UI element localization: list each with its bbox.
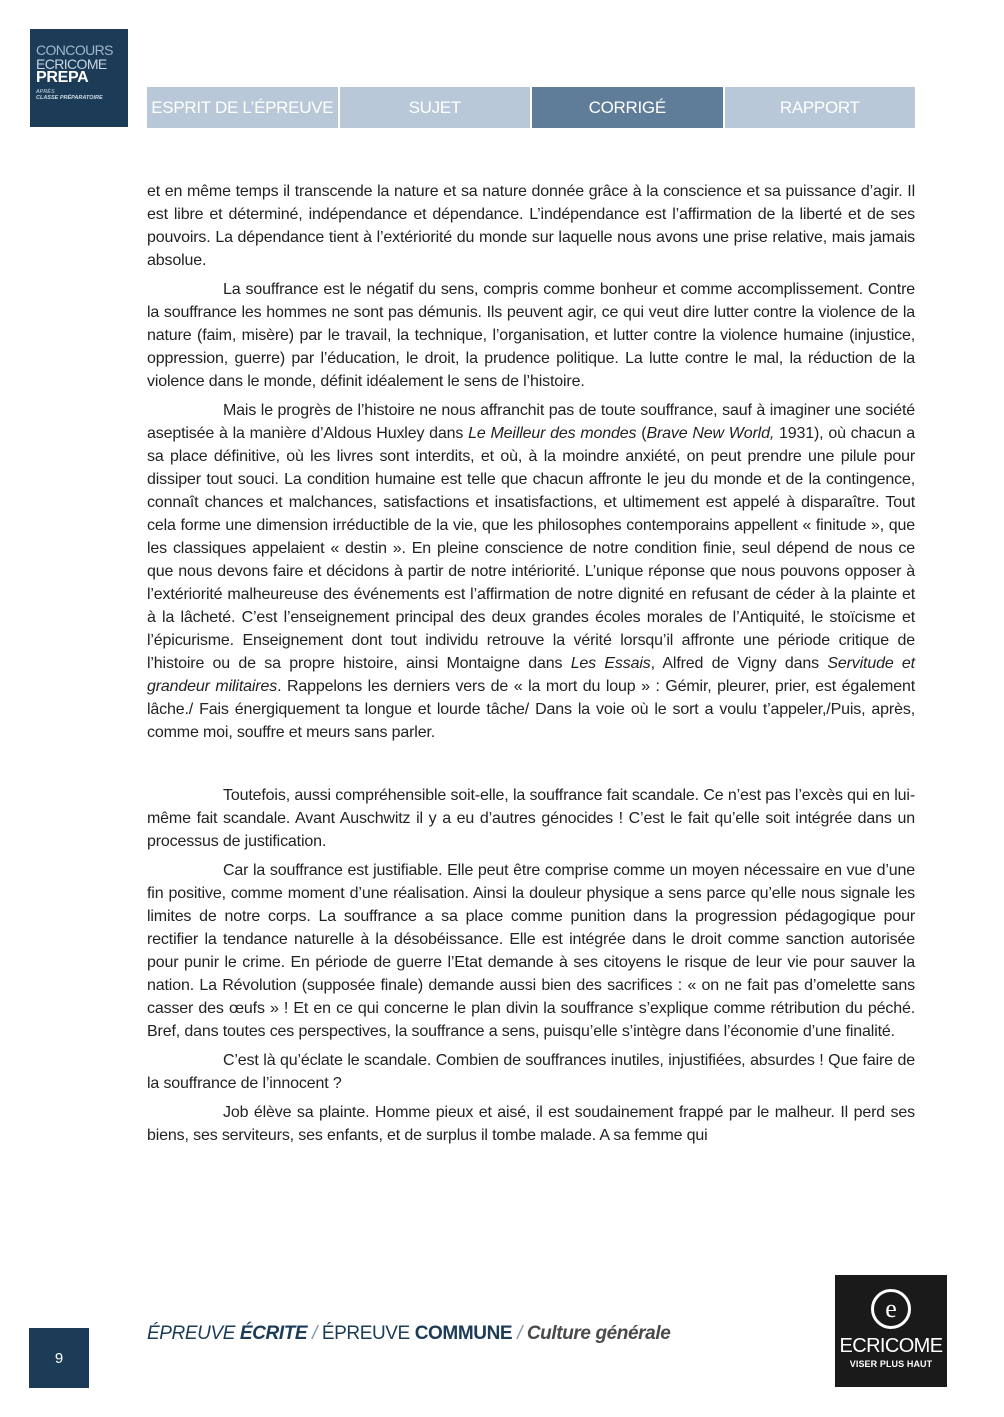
footer-subject: Culture générale xyxy=(526,1323,671,1344)
paragraph-6: C’est là qu’éclate le scandale. Combien de souffrances inutiles, injustifiées, absurdes ! Que faire de la souffrance de l’innocent ? xyxy=(147,1052,915,1092)
ecricome-e-icon: e xyxy=(871,1289,911,1329)
tab-sujet[interactable]: SUJET xyxy=(340,87,531,128)
section-tabs xyxy=(147,87,915,128)
ecricome-logo xyxy=(835,1275,947,1387)
book-title-meilleur-des-mondes: Le Meilleur des mondes xyxy=(468,425,637,442)
document-body xyxy=(147,180,915,1153)
footer-ecrite: ÉCRITE xyxy=(239,1323,308,1344)
paragraph-2: La souffrance est le négatif du sens, compris comme bonheur et comme accomplissement. Contre la souffrance les hommes ne sont pas démunis. Ils peuvent agir, ce qui veut dire lutter contre la violence de la nature (faim, misère) par le travail, la technique, l’organisation, et lutter contre la violence humaine (injustice, oppression, guerre) par l’éducation, le droit, la prudence politique. La lutte contre le mal, la réduction de la violence dans le monde, définit idéalement le sens de l’histoire. xyxy=(147,281,915,390)
logo-line-classe: CLASSE PRÉPARATOIRE xyxy=(36,95,103,101)
p3-text-e: . Rappelons les derniers vers de « la mort du loup » : Gémir, pleurer, prier, est également lâche./ Fais énergiquement ta longue et lourde tâche/ Dans la voie où le sort a voulu t’appeler,/Puis, après, comme moi, souffre et meurs sans parler. xyxy=(147,678,915,741)
logo-line-concours: CONCOURS xyxy=(36,42,113,58)
footer-separator-1: / xyxy=(307,1323,322,1344)
page-number: 9 xyxy=(29,1328,89,1388)
footer-epreuve-2: ÉPREUVE xyxy=(321,1323,410,1344)
p3-text-a: Mais le progrès de l’histoire ne nous affranchit pas de toute souffrance, sauf à imaginer une société aseptisée à la manière d’Aldous Huxley dans xyxy=(147,402,915,442)
footer-epreuve-1: ÉPREUVE xyxy=(147,1323,236,1344)
paragraph-3 xyxy=(147,399,915,744)
p3-text-c: 1931), où chacun a sa place définitive, où les livres sont interdits, et où, à la moindre anxiété, on peut prendre une pilule pour dissiper tout souci. La condition humaine est telle que chacun affronte le jeu du monde et de la contingence, connaît chances et malchances, satisfactions et insatisfactions, et ultimement est appelé à disparaître. Tout cela forme une dimension irréductible de la vie, que les philosophes contemporains appellent « finitude », que les classiques appelaient « destin ». En pleine conscience de notre condition finie, seul dépend de nous ce que nous devons faire et décidons à partir de notre intériorité. L’unique réponse que nous pouvons opposer à l’extériorité malheureuse des événements est l’affirmation de notre dignité en refusant de céder à la plainte et à la lâcheté. C’est l’enseignement principal des deux grandes écoles morales de l’Antiquité, le stoïcisme et l’épicurisme. Enseignement dont tout individu retrouve la vérité lorsqu’il affronte une période critique de l’histoire ou de sa propre histoire, ainsi Montaigne dans xyxy=(147,425,915,672)
p3-text-b: ( xyxy=(636,425,647,442)
footer-separator-2: / xyxy=(512,1323,527,1344)
tab-esprit-epreuve[interactable]: ESPRIT DE L’ÉPREUVE xyxy=(147,87,338,128)
logo-line-ecricome: ECRICOME xyxy=(36,56,107,72)
ecricome-tagline: VISER PLUS HAUT xyxy=(849,1359,933,1369)
logo-line-apres: APRÈS xyxy=(36,89,55,95)
footer-commune: COMMUNE xyxy=(414,1323,513,1344)
logo-line-prepa: PREPA xyxy=(36,69,89,86)
paragraph-5: Car la souffrance est justifiable. Elle peut être comprise comme un moyen nécessaire en vue d’une fin positive, comme moment d’une réalisation. Ainsi la douleur physique a sens parce qu’elle nous signale les limites de notre corps. La souffrance a sa place comme punition dans la progression pédagogique pour rectifier la tendance naturelle à la désobéissance. Elle est intégrée dans le droit comme sanction autorisée pour punir le crime. En période de guerre l’Etat demande à ses citoyens le risque de leur vie pour sauver la nation. La Révolution (supposée finale) demande aussi bien des sacrifices : « on ne fait pas d’omelette sans casser des œufs » ! Et en ce qui concerne le plan divin la souffrance s’explique comme rétribution du péché. Bref, dans toutes ces perspectives, la souffrance a sens, puisqu’elle s’intègre dans l’économie d’une finalité. xyxy=(147,862,915,1040)
paragraph-7: Job élève sa plainte. Homme pieux et aisé, il est soudainement frappé par le malheur. Il perd ses biens, ses serviteurs, ses enfants, et de surplus il tombe malade. A sa femme qui xyxy=(147,1104,915,1144)
ecricome-name: ECRICOME xyxy=(839,1335,943,1357)
book-title-les-essais: Les Essais xyxy=(570,655,651,672)
paragraph-4: Toutefois, aussi compréhensible soit-elle, la souffrance fait scandale. Ce n’est pas l’excès qui en lui-même fait scandale. Avant Auschwitz il y a eu d’autres génocides ! C’est le fait qu’elle soit intégrée dans un processus de justification. xyxy=(147,787,915,850)
footer-epreuve-line xyxy=(147,1323,670,1345)
concours-ecricome-logo xyxy=(30,29,128,127)
book-title-brave-new-world: Brave New World, xyxy=(646,425,775,442)
p3-text-d: , Alfred de Vigny dans xyxy=(650,655,828,672)
book-title-servitude: Servitude et grandeur militaires xyxy=(147,655,915,695)
paragraph-1: et en même temps il transcende la nature et sa nature donnée grâce à la conscience et sa puissance d’agir. Il est libre et déterminé, indépendance et dépendance. L’indépendance est l’affirmation de la liberté et de ses pouvoirs. La dépendance tient à l’extériorité du monde sur laquelle nous avons une prise relative, mais jamais absolue. xyxy=(147,183,915,269)
tab-rapport[interactable]: RAPPORT xyxy=(725,87,916,128)
tab-corrige[interactable]: CORRIGÉ xyxy=(532,87,723,128)
